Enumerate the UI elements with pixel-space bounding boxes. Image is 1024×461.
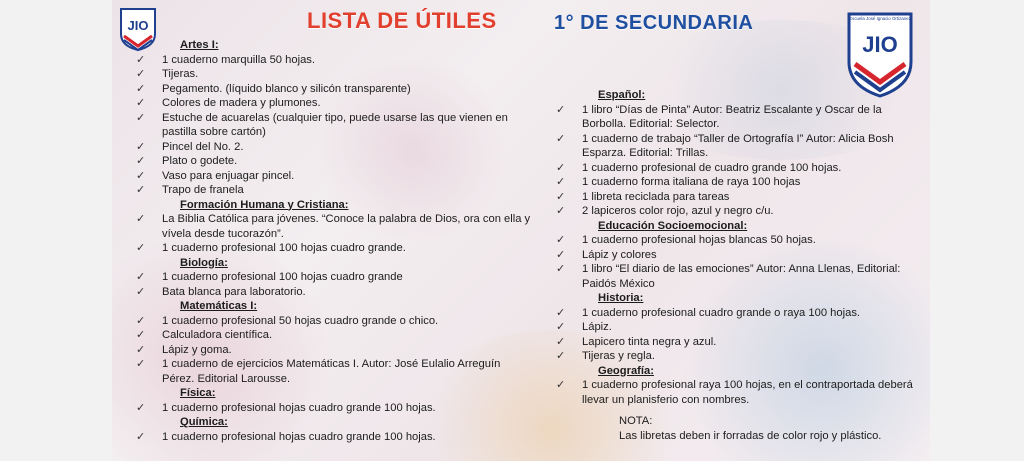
checkmark-icon: ✓ [136,314,146,327]
list-item [134,270,534,285]
list-item [554,132,914,161]
list-item-text: Pincel del No. 2. [162,140,244,153]
list-item-text: Trapo de franela [162,184,244,196]
section-heading: Química: [180,416,228,428]
list-item [134,241,534,256]
school-logo-large [845,6,915,98]
checkmark-icon: ✓ [556,350,566,362]
checkmark-icon: ✓ [556,190,566,203]
section-heading: Matemáticas I: [180,300,258,312]
list-item-text: Lápiz y colores [582,248,657,261]
list-item-text: Tijeras. [162,68,199,80]
checkmark-icon: ✓ [136,82,146,95]
list-item [134,140,534,155]
list-item [134,67,534,82]
school-supplies-list [112,0,930,461]
list-item-text: 2 lapiceros color rojo, azul y negro c/u. [582,205,774,217]
checkmark-icon: ✓ [136,184,146,196]
section-heading: Artes I: [180,39,219,51]
list-item-text: 1 cuaderno profesional de cuadro grande 100 hojas. [582,161,842,174]
checkmark-icon: ✓ [136,401,146,414]
list-item-text: 1 cuaderno de ejercicios Matemáticas I. Autor: José Eulalio Arreguín Pérez. Editorial Larousse. [162,358,501,385]
left-column [134,38,534,444]
logo-large-caption: Escuela José Ignacio Ortizanez [849,16,911,21]
checkmark-icon: ✓ [136,68,146,80]
checkmark-icon: ✓ [136,111,146,124]
checkmark-icon: ✓ [136,155,146,167]
list-item-text: Pegamento. (líquido blanco y silicón transparente) [162,82,411,95]
list-item [554,204,914,219]
list-item [134,314,534,329]
list-item-text: 1 cuaderno profesional hojas blancas 50 hojas. [582,234,816,246]
list-item [554,175,914,190]
list-item-text: 1 libro “Días de Pinta” Autor: Beatriz Escalante y Oscar de la Borbolla. Editorial: Selector. [582,103,882,130]
list-item-text: Lapicero tinta negra y azul. [582,335,717,348]
grade-title: 1° DE SECUNDARIA [554,12,754,34]
list-item [554,248,914,263]
list-item-text: 1 cuaderno forma italiana de raya 100 hojas [582,176,801,188]
list-item [134,401,534,416]
checkmark-icon: ✓ [136,140,146,153]
list-item-text: 1 cuaderno profesional hojas cuadro grande 100 hojas. [162,401,436,414]
note-text: Las libretas deben ir forradas de color rojo y plástico. [619,429,882,442]
list-item [134,285,534,300]
list-item-text: 1 cuaderno profesional raya 100 hojas, en el contraportada deberá llevar un planisferio con nombres. [582,379,913,406]
checkmark-icon: ✓ [556,205,566,217]
list-item [134,154,534,169]
checkmark-icon: ✓ [136,97,146,109]
list-item-text: Estuche de acuarelas (cualquier tipo, puede usarse las que vienen en pastilla sobre cartón) [162,111,508,138]
section-heading: Español: [598,89,646,101]
list-item [554,103,914,132]
page-title: LISTA DE ÚTILES [307,8,497,33]
section-heading: Historia: [598,292,644,304]
list-item [554,378,914,407]
list-item [554,306,914,321]
list-item-text: 1 cuaderno profesional hojas cuadro grande 100 hojas. [162,430,436,443]
list-item-text: Calculadora científica. [162,329,273,341]
list-item [134,357,534,386]
list-item [134,343,534,358]
list-item-text: 1 cuaderno profesional 100 hojas cuadro grande [162,271,403,283]
list-item [554,320,914,335]
note [619,414,899,443]
checkmark-icon: ✓ [136,242,146,254]
list-item-text: Lápiz y goma. [162,343,232,356]
checkmark-icon: ✓ [136,343,146,356]
checkmark-icon: ✓ [556,234,566,246]
list-item-text: Colores de madera y plumones. [162,97,321,109]
list-item-text: Lápiz. [582,321,612,333]
checkmark-icon: ✓ [556,103,566,116]
list-item-text: Tijeras y regla. [582,350,655,362]
list-item [134,111,534,140]
list-item [554,190,914,205]
checkmark-icon: ✓ [556,248,566,261]
list-item-text: Bata blanca para laboratorio. [162,285,306,298]
list-item [554,233,914,248]
list-item [134,82,534,97]
list-item [554,349,914,364]
checkmark-icon: ✓ [136,329,146,341]
list-item-text: 1 libro “El diario de las emociones” Autor: Anna Llenas, Editorial: Paidós México [582,263,901,290]
list-item [134,169,534,184]
list-item [134,430,534,445]
checkmark-icon: ✓ [556,132,566,145]
section-heading: Biología: [180,256,228,269]
section-heading: Educación Socioemocional: [598,219,748,232]
logo-large-letters: JIO [862,32,898,57]
checkmark-icon: ✓ [556,321,566,333]
list-item [134,96,534,111]
list-item [134,328,534,343]
list-item-text: Plato o godete. [162,155,238,167]
checkmark-icon: ✓ [556,306,566,319]
list-item [554,335,914,350]
list-item [134,212,534,241]
checkmark-icon: ✓ [556,161,566,174]
list-item-text: 1 cuaderno profesional 50 hojas cuadro grande o chico. [162,314,439,327]
list-item [134,53,534,68]
section-heading: Formación Humana y Cristiana: [180,198,349,211]
checkmark-icon: ✓ [556,379,566,391]
checkmark-icon: ✓ [556,176,566,188]
checkmark-icon: ✓ [136,271,146,283]
checkmark-icon: ✓ [136,53,146,66]
section-heading: Física: [180,387,216,399]
list-item [554,161,914,176]
list-item-text: 1 cuaderno profesional 100 hojas cuadro grande. [162,242,406,254]
checkmark-icon: ✓ [556,263,566,275]
list-item [554,262,914,291]
note-label: NOTA: [619,415,653,427]
list-item-text: 1 cuaderno profesional cuadro grande o raya 100 hojas. [582,306,861,319]
list-item-text: 1 libreta reciclada para tareas [582,190,730,203]
checkmark-icon: ✓ [136,358,146,370]
checkmark-icon: ✓ [136,213,146,225]
right-column [554,88,914,407]
list-item-text: Vaso para enjuagar pincel. [162,169,295,182]
checkmark-icon: ✓ [136,169,146,182]
list-item-text: La Biblia Católica para jóvenes. “Conoce la palabra de Dios, ora con ella y vívela desde tucorazón”. [162,213,531,240]
logo-small-letters: JIO [127,18,149,33]
list-item [134,183,534,198]
checkmark-icon: ✓ [136,285,146,298]
list-item-text: 1 cuaderno de trabajo “Taller de Ortografía I” Autor: Alicia Bosh Esparza. Editorial: Trillas. [582,132,894,159]
checkmark-icon: ✓ [136,430,146,443]
section-heading: Geografía: [598,364,654,377]
list-item-text: 1 cuaderno marquilla 50 hojas. [162,53,315,66]
checkmark-icon: ✓ [556,335,566,348]
